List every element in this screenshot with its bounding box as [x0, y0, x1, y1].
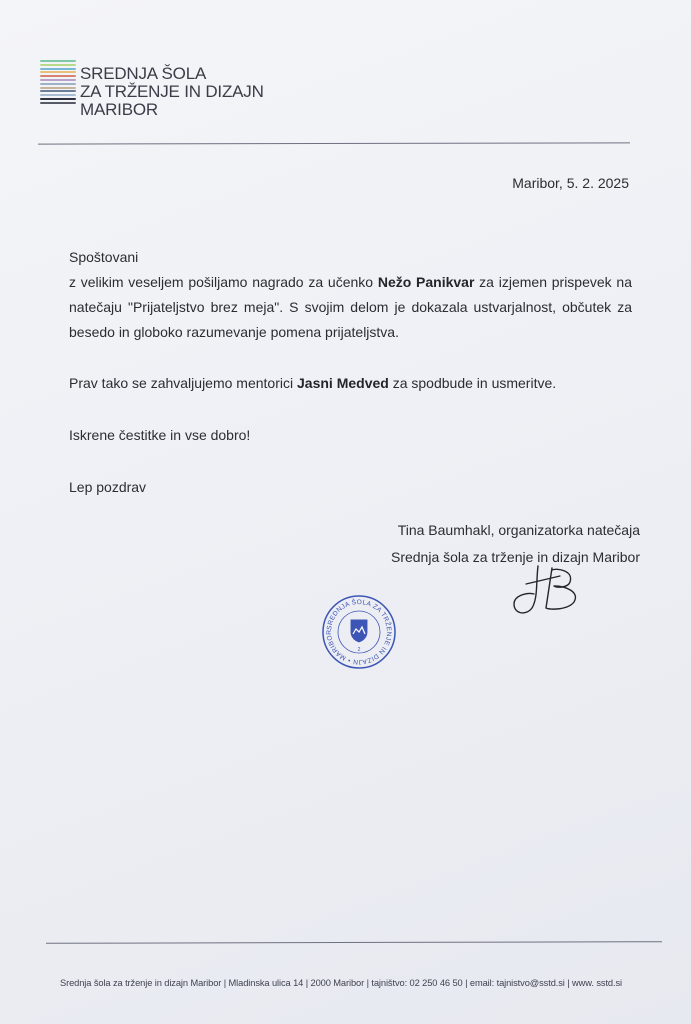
logo-stripes — [40, 60, 76, 106]
student-name: Nežo Panikvar — [377, 274, 475, 290]
logo-stripe — [40, 98, 76, 100]
letter-body — [69, 245, 632, 500]
school-stamp — [321, 594, 397, 670]
logo-line-1: SREDNJA ŠOLA — [80, 64, 207, 83]
logo-stripe — [40, 83, 76, 85]
stamp-text-path: SREDNJA ŠOLA ZA TRŽENJE IN DIZAJN • MARIBOR — [325, 598, 393, 666]
signer-name: Tina Baumhakl, organizatorka natečaja — [397, 522, 640, 538]
logo-stripe — [40, 68, 76, 70]
logo-text — [80, 65, 264, 119]
logo-stripe — [40, 60, 76, 62]
greeting: Spoštovani — [69, 249, 139, 265]
stamp-number: 2 — [357, 647, 361, 653]
handwritten-signature — [508, 562, 588, 618]
congratulations: Iskrene čestitke in vse dobro! — [69, 427, 251, 443]
footer-contact: Srednja šola za trženje in dizajn Maribor | Mladinska ulica 14 | 2000 Maribor | tajništvo: 02 250 46 50 | email: tajnistvo@sstd.si | www. sstd.si — [60, 978, 622, 988]
logo-stripe — [40, 87, 76, 89]
logo-line-3: MARIBOR — [80, 100, 158, 119]
mentor-name: Jasni Medved — [297, 375, 389, 391]
logo-stripe — [40, 75, 76, 77]
logo-line-2: ZA TRŽENJE IN DIZAJN — [80, 82, 264, 101]
header-divider — [38, 142, 630, 144]
paragraph-mentor — [69, 371, 632, 396]
logo-stripe — [40, 71, 76, 73]
paragraph-award-text-b: za izjemen prispevek na natečaju "Prijateljstvo brez meja". S svojim delom je dokazala ustvarjalnost, občutek za besedo in globoko razumevanje pomena prijateljstva. — [69, 274, 632, 340]
closing: Lep pozdrav — [69, 479, 147, 495]
signer-institution: Srednja šola za trženje in dizajn Maribor — [390, 549, 640, 565]
footer-divider — [46, 941, 662, 944]
letter-date: Maribor, 5. 2. 2025 — [512, 175, 629, 191]
paragraph-mentor-text-a: Prav tako se zahvaljujemo mentorici — [69, 375, 297, 391]
paragraph-award — [69, 270, 632, 345]
paragraph-mentor-text-b: za spodbude in usmeritve. — [388, 375, 557, 391]
logo-stripe — [40, 79, 76, 81]
logo-stripe — [40, 90, 76, 92]
paragraph-award-text-a: z velikim veseljem pošiljamo nagrado za učenko — [69, 274, 378, 290]
logo-stripe — [40, 94, 76, 96]
logo-stripe — [40, 64, 76, 66]
school-logo — [40, 60, 280, 122]
logo-stripe — [40, 102, 76, 104]
